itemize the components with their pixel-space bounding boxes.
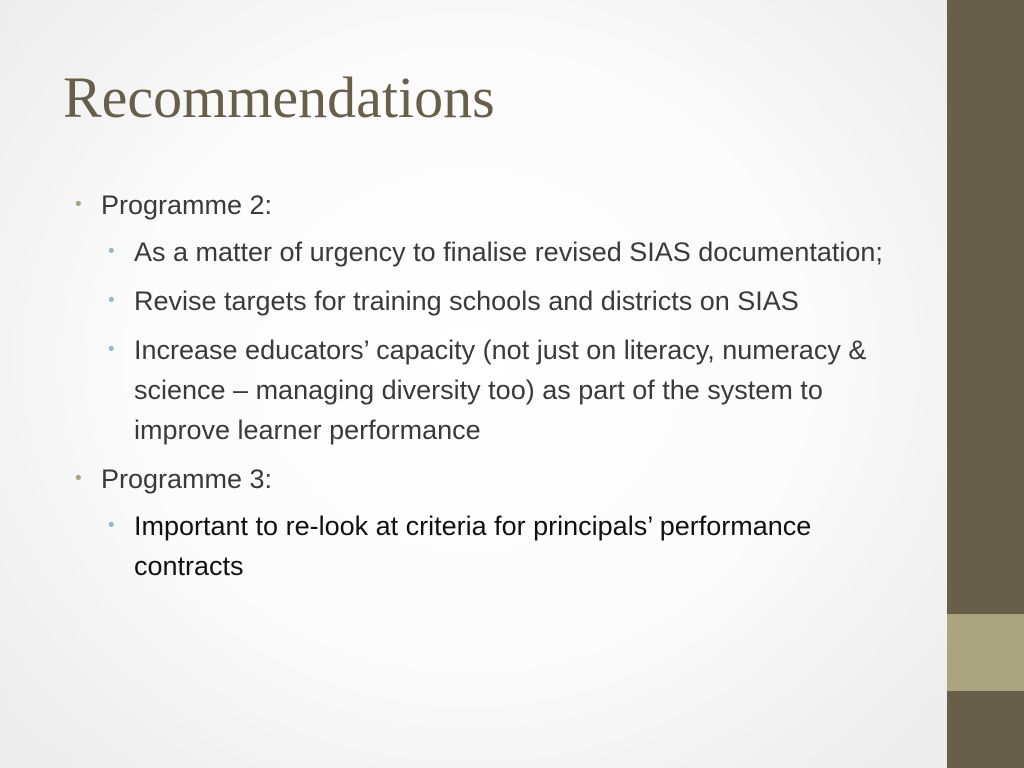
- sub-list-item: [108, 281, 894, 321]
- list-item-programme-2: [75, 185, 935, 450]
- sub-list: [101, 506, 935, 586]
- sub-list: [101, 232, 935, 450]
- list-item-label: Programme 3:: [101, 464, 273, 494]
- bullet-icon: •: [108, 515, 115, 536]
- list-item-programme-3: [75, 459, 935, 586]
- bullet-icon: •: [75, 468, 82, 489]
- sub-list-item-text: Increase educators’ capacity (not just on literacy, numeracy & science – managing diversity too) as part of the system to improve learner performance: [134, 335, 867, 445]
- sub-list-item-text: As a matter of urgency to finalise revised SIAS documentation;: [134, 237, 883, 267]
- sidebar-accent-block: [947, 614, 1024, 691]
- sub-list-item-text: Revise targets for training schools and districts on SIAS: [134, 286, 799, 316]
- sub-list-item-text: Important to re-look at criteria for principals’ performance contracts: [134, 511, 812, 581]
- bullet-icon: •: [75, 194, 82, 215]
- sub-list-item: [108, 330, 894, 450]
- list-item-label: Programme 2:: [101, 190, 273, 220]
- bullet-list: [75, 185, 935, 595]
- sub-list-item: [108, 232, 894, 272]
- bullet-icon: •: [108, 339, 115, 360]
- bullet-icon: •: [108, 241, 115, 262]
- slide-title: Recommendations: [63, 65, 495, 130]
- bullet-icon: •: [108, 290, 115, 311]
- sub-list-item: [108, 506, 894, 586]
